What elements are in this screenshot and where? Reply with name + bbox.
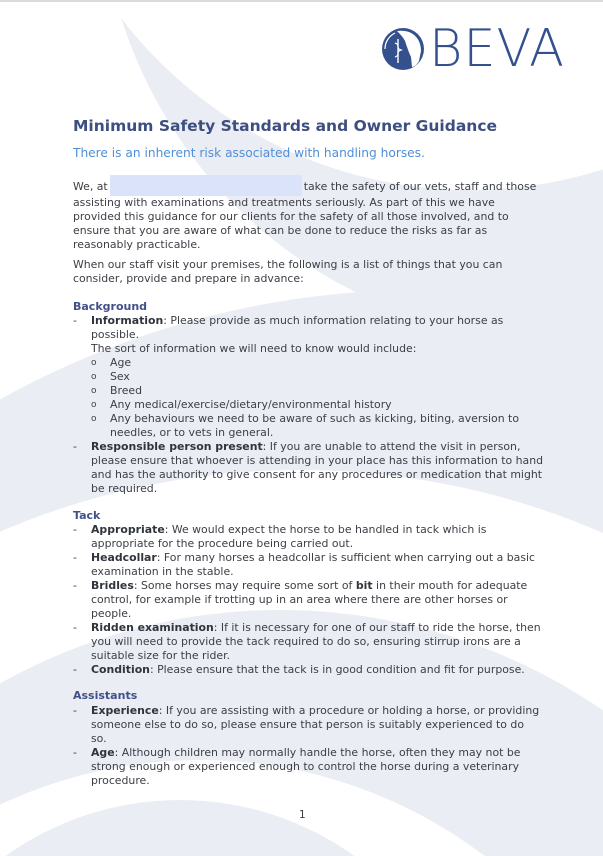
- information-sublist: [73, 356, 543, 440]
- dash-bullet: -: [73, 621, 77, 634]
- sub-list-item: o Any behaviours we need to be aware of such as kicking, biting, aversion to needles, or to vets in general.: [91, 412, 519, 439]
- item-term: Age: [91, 746, 115, 759]
- item-term: Headcollar: [91, 551, 157, 564]
- section-heading-background: Background: [73, 300, 148, 313]
- item-term: Bridles: [91, 579, 134, 592]
- item-follow-text: The sort of information we will need to know would include:: [91, 342, 417, 355]
- lead-in-paragraph: When our staff visit your premises, the following is a list of things that you can consider, provide and prepare in advance:: [73, 258, 503, 285]
- dash-bullet: -: [73, 314, 77, 327]
- list-item: [73, 314, 543, 440]
- circle-bullet: o: [91, 386, 97, 396]
- page-number: 1: [299, 809, 306, 821]
- item-emphasis: bit: [355, 579, 373, 592]
- background-list: [73, 314, 543, 496]
- section-heading-tack: Tack: [73, 509, 101, 522]
- sub-list-item: o Age: [91, 356, 132, 369]
- tack-list: [73, 523, 543, 677]
- item-text: : Please ensure that the tack is in good condition and fit for purpose.: [149, 663, 525, 676]
- logo-wordmark: BEVA: [429, 19, 565, 79]
- page-title: Minimum Safety Standards and Owner Guidance: [73, 117, 498, 135]
- item-term: Ridden examination: [91, 621, 214, 634]
- list-item: [73, 663, 543, 677]
- intro-paragraph: [73, 175, 538, 252]
- item-text: : If you are unable to attend the visit in person, please ensure that whoever is attending in your place has this information to hand and has the authority to give consent for any procedures or medication that might be required.: [91, 440, 544, 495]
- page-top-border: [0, 0, 603, 2]
- list-item: [73, 621, 543, 663]
- item-text: : Some horses may require some sort of: [133, 579, 356, 592]
- item-text: : We would expect the horse to be handled in tack which is appropriate for the procedure being carried out.: [91, 523, 487, 550]
- assistants-list: [73, 704, 543, 788]
- circle-bullet: o: [91, 400, 97, 410]
- intro-prefix: We, at: [73, 180, 108, 193]
- item-text: : If you are assisting with a procedure or holding a horse, or providing someone else to do so, please ensure that person is suitably experienced to do so.: [91, 704, 540, 745]
- dash-bullet: -: [73, 523, 77, 536]
- dash-bullet: -: [73, 663, 77, 676]
- dash-bullet: -: [73, 746, 77, 759]
- item-term: Appropriate: [91, 523, 165, 536]
- list-item: [73, 523, 543, 551]
- item-text: : Please provide as much information relating to your horse as possible.: [91, 314, 504, 341]
- sub-list-item: o Sex: [91, 370, 130, 383]
- list-item: [73, 704, 543, 746]
- list-item: [73, 746, 543, 788]
- item-term: Condition: [91, 663, 150, 676]
- item-text-after: in their mouth for adequate control, for example if trotting up in an area where there are other horses or people.: [91, 579, 528, 620]
- item-term: Experience: [91, 704, 159, 717]
- circle-bullet: o: [91, 414, 97, 424]
- circle-bullet: o: [91, 372, 97, 382]
- intro-rest: take the safety of our vets, staff and those assisting with examinations and treatments seriously. As part of this we have provided this guidance for our clients for the safety of all those involved, and to ensure that you are aware of what can be done to reduce the risks as far as reasonably practicable.: [73, 180, 537, 251]
- item-text: : Although children may normally handle the horse, often they may not be strong enough or experienced enough to control the horse during a veterinary procedure.: [91, 746, 521, 787]
- item-term: Responsible person present: [91, 440, 263, 453]
- horse-head-caduceus-icon: [381, 27, 425, 71]
- dash-bullet: -: [73, 704, 77, 717]
- list-item: [73, 551, 543, 579]
- item-text: : If it is necessary for one of our staff to ride the horse, then you will need to provide the tack required to do so, ensuring stirrup irons are a suitable size for the rider.: [91, 621, 541, 662]
- list-item: [73, 440, 543, 496]
- sub-list-item: o Any medical/exercise/dietary/environmental history: [91, 398, 392, 411]
- beva-logo: [381, 19, 568, 79]
- item-text: : For many horses a headcollar is sufficient when carrying out a basic examination in the stable.: [91, 551, 536, 578]
- page-subtitle: There is an inherent risk associated with handling horses.: [73, 146, 425, 160]
- list-item: [73, 579, 543, 621]
- sub-list-item: o Breed: [91, 384, 143, 397]
- item-term: Information: [91, 314, 164, 327]
- section-heading-assistants: Assistants: [73, 689, 138, 702]
- redacted-practice-name: [110, 175, 302, 196]
- dash-bullet: -: [73, 551, 77, 564]
- circle-bullet: o: [91, 358, 97, 368]
- dash-bullet: -: [73, 579, 77, 592]
- dash-bullet: -: [73, 440, 77, 453]
